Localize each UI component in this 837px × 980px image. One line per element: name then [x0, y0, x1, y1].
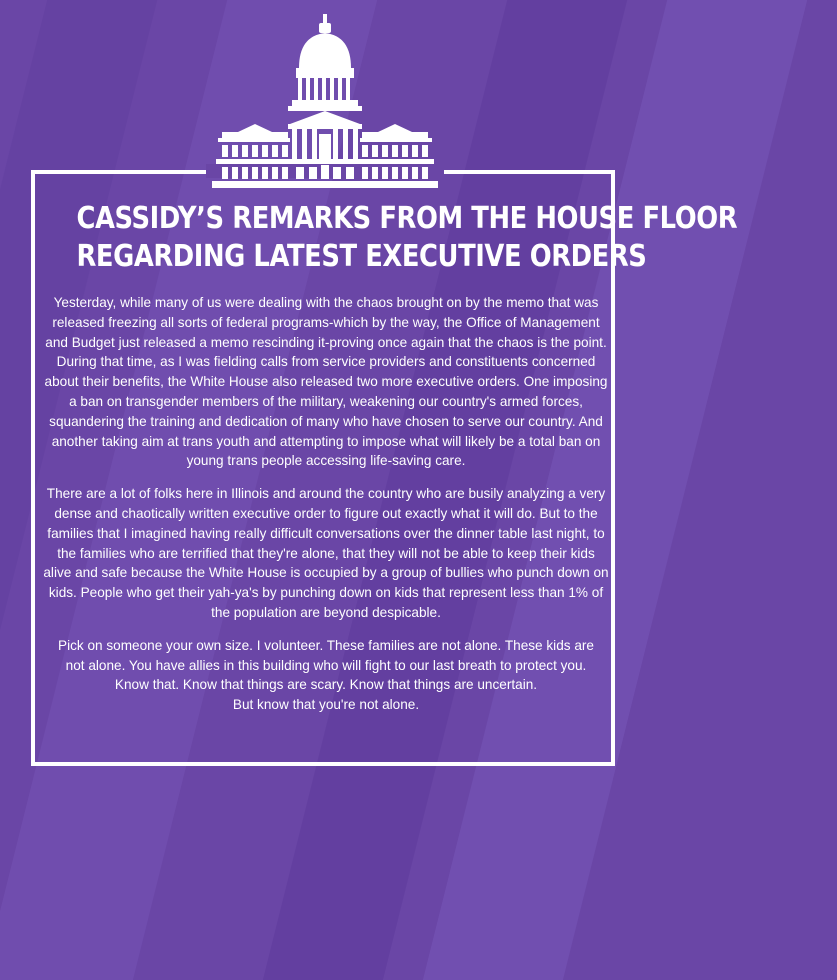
title-line: CASSIDY’S REMARKS FROM THE HOUSE FLOOR	[76, 201, 738, 236]
closing-line: Pick on someone your own size. I volunteer. These families are not alone. These kids are	[58, 637, 594, 653]
page-title	[76, 200, 738, 276]
closing-line: not alone. You have allies in this building who will fight to our last breath to protect you.	[65, 657, 587, 673]
title-line: REGARDING LATEST EXECUTIVE ORDERS	[76, 239, 647, 274]
closing-paragraph	[42, 636, 610, 715]
closing-line: Know that. Know that things are scary. Know that things are uncertain.	[114, 677, 538, 693]
closing-line: But know that you're not alone.	[232, 697, 420, 713]
paragraph: Yesterday, while many of us were dealing with the chaos brought on by the memo that was released freezing all sorts of federal programs-which by the way, the Office of Management and Budget just released a memo rescinding it-proving once again that the chaos is the point. During that time, as I was fielding calls from service providers and constituents concerned about their benefits, the White House also released two more executive orders. One imposing a ban on transgender members of the military, weakening our country's armed forces, squandering the training and dedication of many who have chosen to serve our country. And another taking aim at trans youth and attempting to impose what will likely be a total ban on young trans people accessing life-saving care.	[44, 295, 608, 469]
paragraph: There are a lot of folks here in Illinois and around the country who are busily analyzing a very dense and chaotically written executive order to figure out exactly what it will do. But to the families that I imagined having really difficult conversations over the dinner table last night, to the families who are terrified that they're alone, that they will not be able to keep their kids alive and safe because the White House is occupied by a group of bullies who punch down on kids. People who get their yah-ya's by punching down on kids that represent less than 1% of the population are beyond despicable.	[43, 486, 609, 620]
capitol-building-icon	[212, 14, 438, 190]
remarks-body	[42, 293, 610, 715]
